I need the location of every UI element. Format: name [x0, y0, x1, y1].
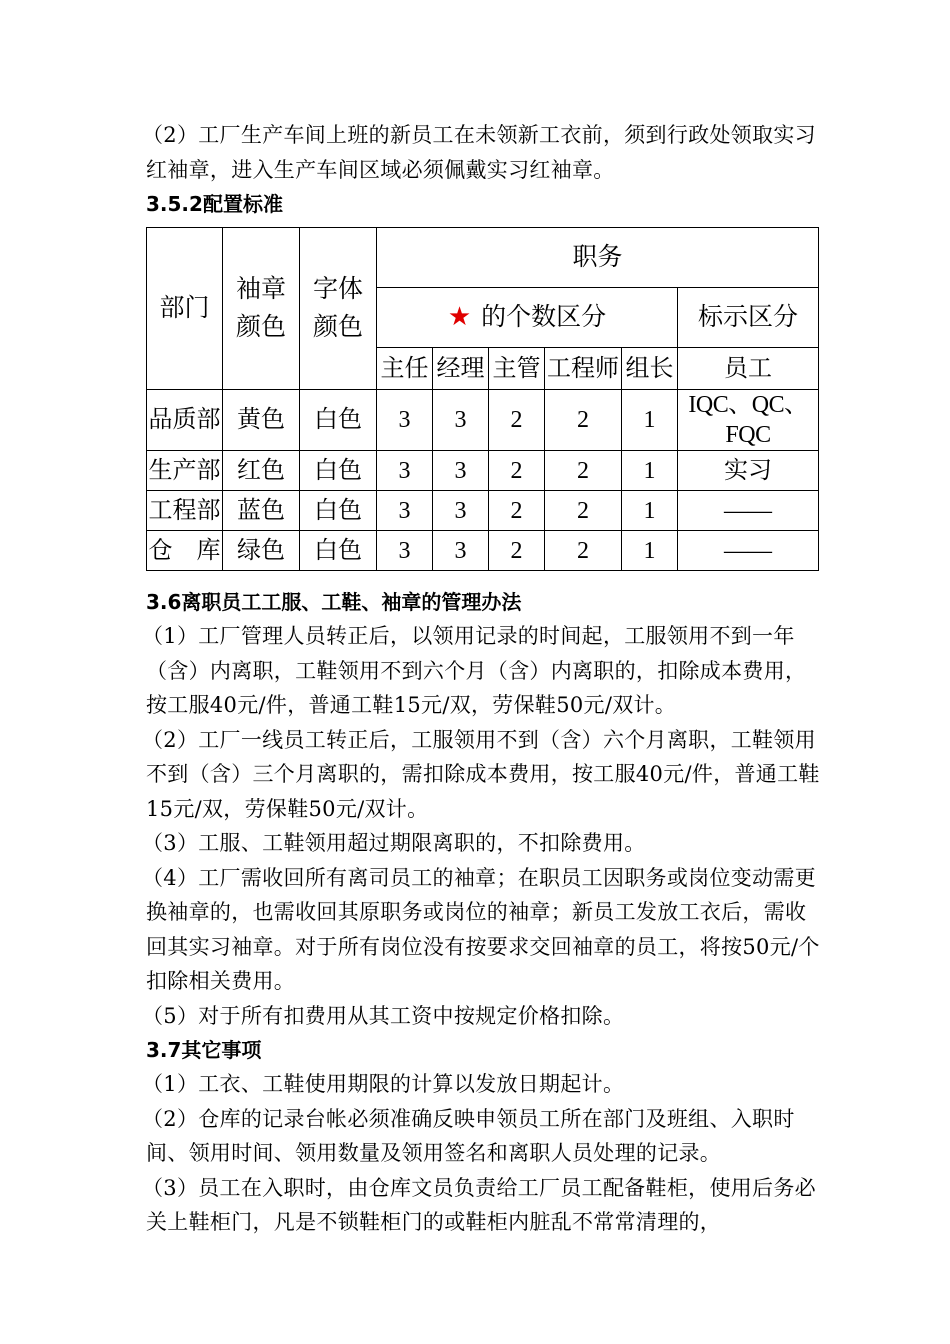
cell-manager: 3 [433, 390, 489, 451]
red-star-icon: ★ [447, 302, 472, 331]
cell-leader: 1 [622, 531, 678, 571]
cell-dept: 品质部 [147, 390, 223, 451]
header-staff: 员工 [678, 348, 819, 390]
section-3-7-item-1: （1）工衣、工鞋使用期限的计算以发放日期起计。 [142, 1072, 625, 1096]
cell-dept: 仓 库 [147, 531, 223, 571]
header-dept: 部门 [147, 228, 223, 390]
section-3-6-item-5: （5）对于所有扣费用从其工资中按规定价格扣除。 [142, 1003, 625, 1028]
section-heading-3-7: 3.7其它事项 [146, 1038, 262, 1062]
cell-armband: 黄色 [223, 390, 300, 451]
cell-director: 3 [377, 491, 433, 531]
cell-leader: 1 [622, 390, 678, 451]
header-manager: 经理 [433, 348, 489, 390]
cell-supervisor: 2 [489, 491, 545, 531]
cell-supervisor: 2 [489, 451, 545, 491]
table-row [147, 491, 819, 531]
cell-leader: 1 [622, 451, 678, 491]
header-leader: 组长 [622, 348, 678, 390]
header-position: 职务 [377, 228, 819, 288]
header-mark: 标示区分 [678, 288, 819, 348]
document-page [142, 118, 826, 1240]
section-heading-3-6: 3.6离职员工工服、工鞋、袖章的管理办法 [146, 590, 522, 614]
cell-manager: 3 [433, 451, 489, 491]
table-row [147, 390, 819, 451]
table-row [147, 451, 819, 491]
cell-director: 3 [377, 531, 433, 571]
cell-armband: 蓝色 [223, 491, 300, 531]
intro-paragraph-2: （2）工厂生产车间上班的新员工在未领新工衣前，须到行政处领取实习红袖章，进入生产车间区域必须佩戴实习红袖章。 [142, 123, 816, 182]
cell-supervisor: 2 [489, 531, 545, 571]
header-star-count: ★ 的个数区分 [377, 288, 678, 348]
cell-dept: 生产部 [147, 451, 223, 491]
header-director: 主任 [377, 348, 433, 390]
cell-staff: —— [678, 491, 819, 531]
cell-manager: 3 [433, 531, 489, 571]
cell-staff: 实习 [678, 451, 819, 491]
section-3-6-item-3: （3）工服、工鞋领用超过期限离职的，不扣除费用。 [142, 831, 646, 855]
header-engineer: 工程师 [545, 348, 622, 390]
cell-font: 白色 [300, 390, 377, 451]
cell-font: 白色 [300, 491, 377, 531]
section-3-6-item-2: （2）工厂一线员工转正后，工服领用不到（含）六个月离职，工鞋领用不到（含）三个月离职的，需扣除成本费用，按工服40元/件，普通工鞋15元/双，劳保鞋50元/双计。 [142, 727, 820, 821]
header-armband-color: 袖章颜色 [223, 228, 300, 390]
cell-font: 白色 [300, 451, 377, 491]
cell-engineer: 2 [545, 531, 622, 571]
cell-staff: —— [678, 531, 819, 571]
cell-supervisor: 2 [489, 390, 545, 451]
cell-staff: IQC、QC、FQC [678, 390, 819, 451]
cell-leader: 1 [622, 491, 678, 531]
cell-engineer: 2 [545, 451, 622, 491]
section-3-7-item-2: （2）仓库的记录台帐必须准确反映申领员工所在部门及班组、入职时间、领用时间、领用数量及领用签名和离职人员处理的记录。 [142, 1106, 795, 1165]
cell-engineer: 2 [545, 491, 622, 531]
header-supervisor: 主管 [489, 348, 545, 390]
cell-director: 3 [377, 451, 433, 491]
section-3-7-item-3: （3）员工在入职时，由仓库文员负责给工厂员工配备鞋柜，使用后务必关上鞋柜门，凡是不锁鞋柜门的或鞋柜内脏乱不常常清理的， [142, 1175, 816, 1234]
section-3-6-item-4: （4）工厂需收回所有离司员工的袖章；在职员工因职务或岗位变动需更换袖章的，也需收回其原职务或岗位的袖章；新员工发放工衣后，需收回其实习袖章。对于所有岗位没有按要求交回袖章的员工，将按50元/个扣除相关费用。 [142, 865, 820, 993]
section-3-6-item-1: （1）工厂管理人员转正后，以领用记录的时间起，工服领用不到一年（含）内离职，工鞋领用不到六个月（含）内离职的，扣除成本费用，按工服40元/件，普通工鞋15元/双，劳保鞋50元/双计。 [142, 624, 807, 717]
cell-director: 3 [377, 390, 433, 451]
table-row [147, 531, 819, 571]
cell-armband: 红色 [223, 451, 300, 491]
cell-armband: 绿色 [223, 531, 300, 571]
cell-dept: 工程部 [147, 491, 223, 531]
cell-manager: 3 [433, 491, 489, 531]
cell-font: 白色 [300, 531, 377, 571]
section-heading-3-5-2: 3.5.2配置标准 [146, 192, 283, 216]
armband-config-table [146, 227, 819, 571]
header-font-color: 字体颜色 [300, 228, 377, 390]
cell-engineer: 2 [545, 390, 622, 451]
